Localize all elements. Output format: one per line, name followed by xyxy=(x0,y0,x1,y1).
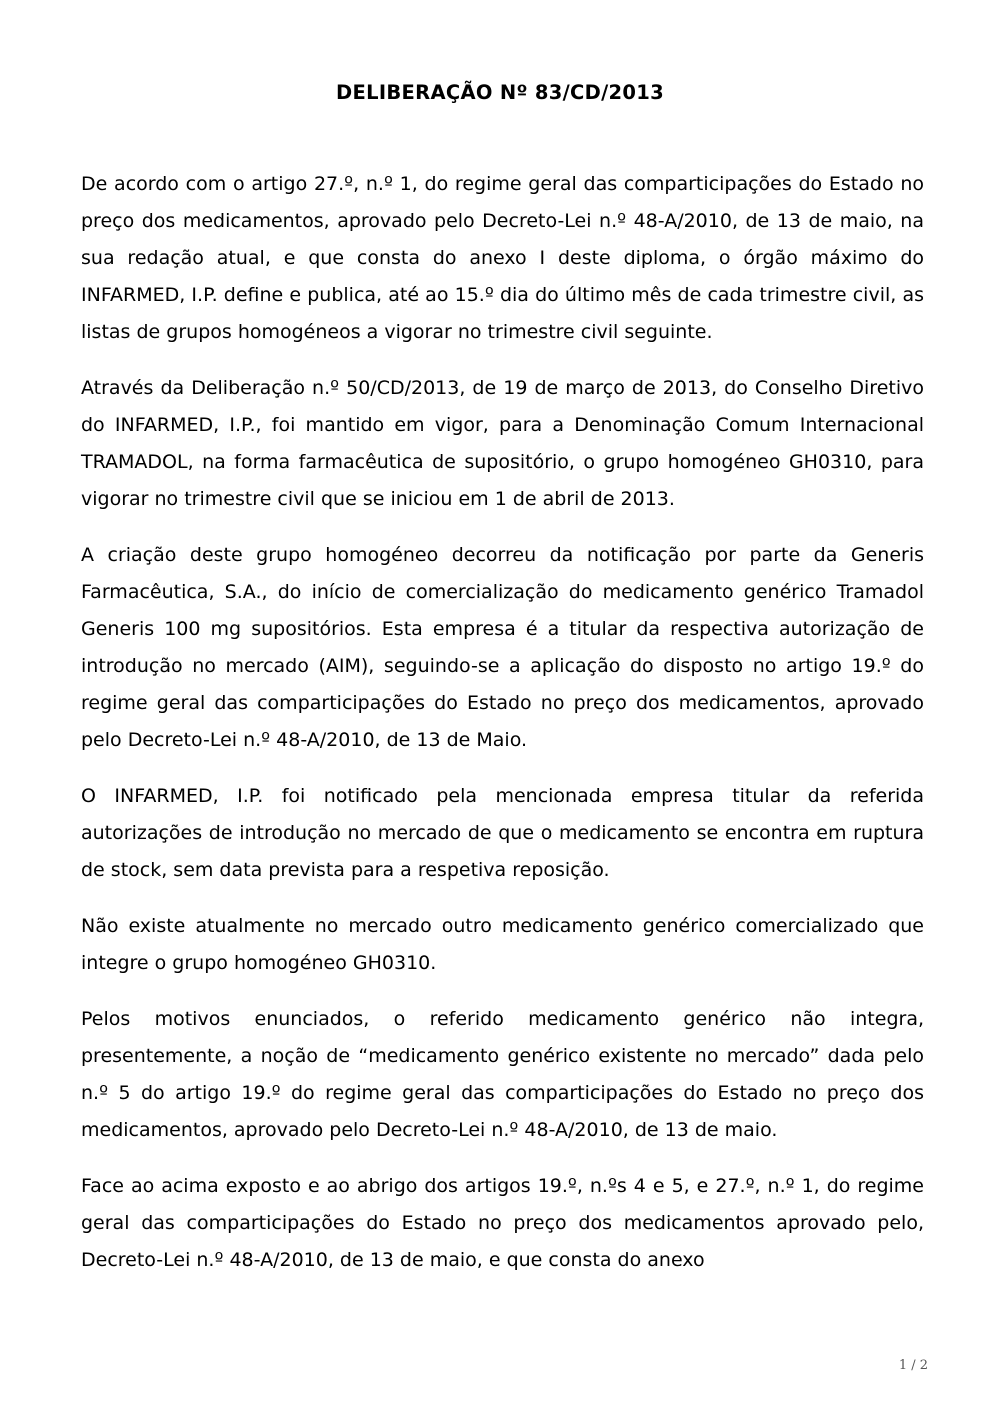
paragraph-1: De acordo com o artigo 27.º, n.º 1, do regime geral das comparticipações do Estado no preço dos medicamentos, aprovado pelo Decreto-Lei n.º 48-A/2010, de 13 de maio, na sua redação atual, e que consta do anexo I deste diploma, o órgão máximo do INFARMED, I.P. define e publica, até ao 15.º dia do último mês de cada trimestre civil, as listas de grupos homogéneos a vigorar no trimestre civil seguinte. xyxy=(81,173,924,343)
document-title: DELIBERAÇÃO Nº 83/CD/2013 xyxy=(335,81,664,104)
paragraph-5: Não existe atualmente no mercado outro medicamento genérico comercializado que integre o grupo homogéneo GH0310. xyxy=(81,915,924,974)
paragraph-2: Através da Deliberação n.º 50/CD/2013, de 19 de março de 2013, do Conselho Diretivo do INFARMED, I.P., foi mantido em vigor, para a Denominação Comum Internacional TRAMADOL, na forma farmacêutica de supositório, o grupo homogéneo GH0310, para vigorar no trimestre civil que se iniciou em 1 de abril de 2013. xyxy=(81,377,924,510)
paragraph-6: Pelos motivos enunciados, o referido medicamento genérico não integra, presentemente, a noção de “medicamento genérico existente no mercado” dada pelo n.º 5 do artigo 19.º do regime geral das comparticipações do Estado no preço dos medicamentos, aprovado pelo Decreto-Lei n.º 48-A/2010, de 13 de maio. xyxy=(81,1008,924,1141)
paragraph-3: A criação deste grupo homogéneo decorreu da notificação por parte da Generis Farmacêutica, S.A., do início de comercialização do medicamento genérico Tramadol Generis 100 mg supositórios. Esta empresa é a titular da respectiva autorização de introdução no mercado (AIM), seguindo-se a aplicação do disposto no artigo 19.º do regime geral das comparticipações do Estado no preço dos medicamentos, aprovado pelo Decreto-Lei n.º 48-A/2010, de 13 de Maio. xyxy=(81,544,924,751)
document-body xyxy=(81,166,924,1298)
page-number: 1 / 2 xyxy=(898,1358,928,1373)
paragraph-4: O INFARMED, I.P. foi notificado pela mencionada empresa titular da referida autorizações de introdução no mercado de que o medicamento se encontra em ruptura de stock, sem data prevista para a respetiva reposição. xyxy=(81,785,924,881)
paragraph-7: Face ao acima exposto e ao abrigo dos artigos 19.º, n.ºs 4 e 5, e 27.º, n.º 1, do regime geral das comparticipações do Estado no preço dos medicamentos aprovado pelo, Decreto-Lei n.º 48-A/2010, de 13 de maio, e que consta do anexo xyxy=(81,1175,924,1271)
